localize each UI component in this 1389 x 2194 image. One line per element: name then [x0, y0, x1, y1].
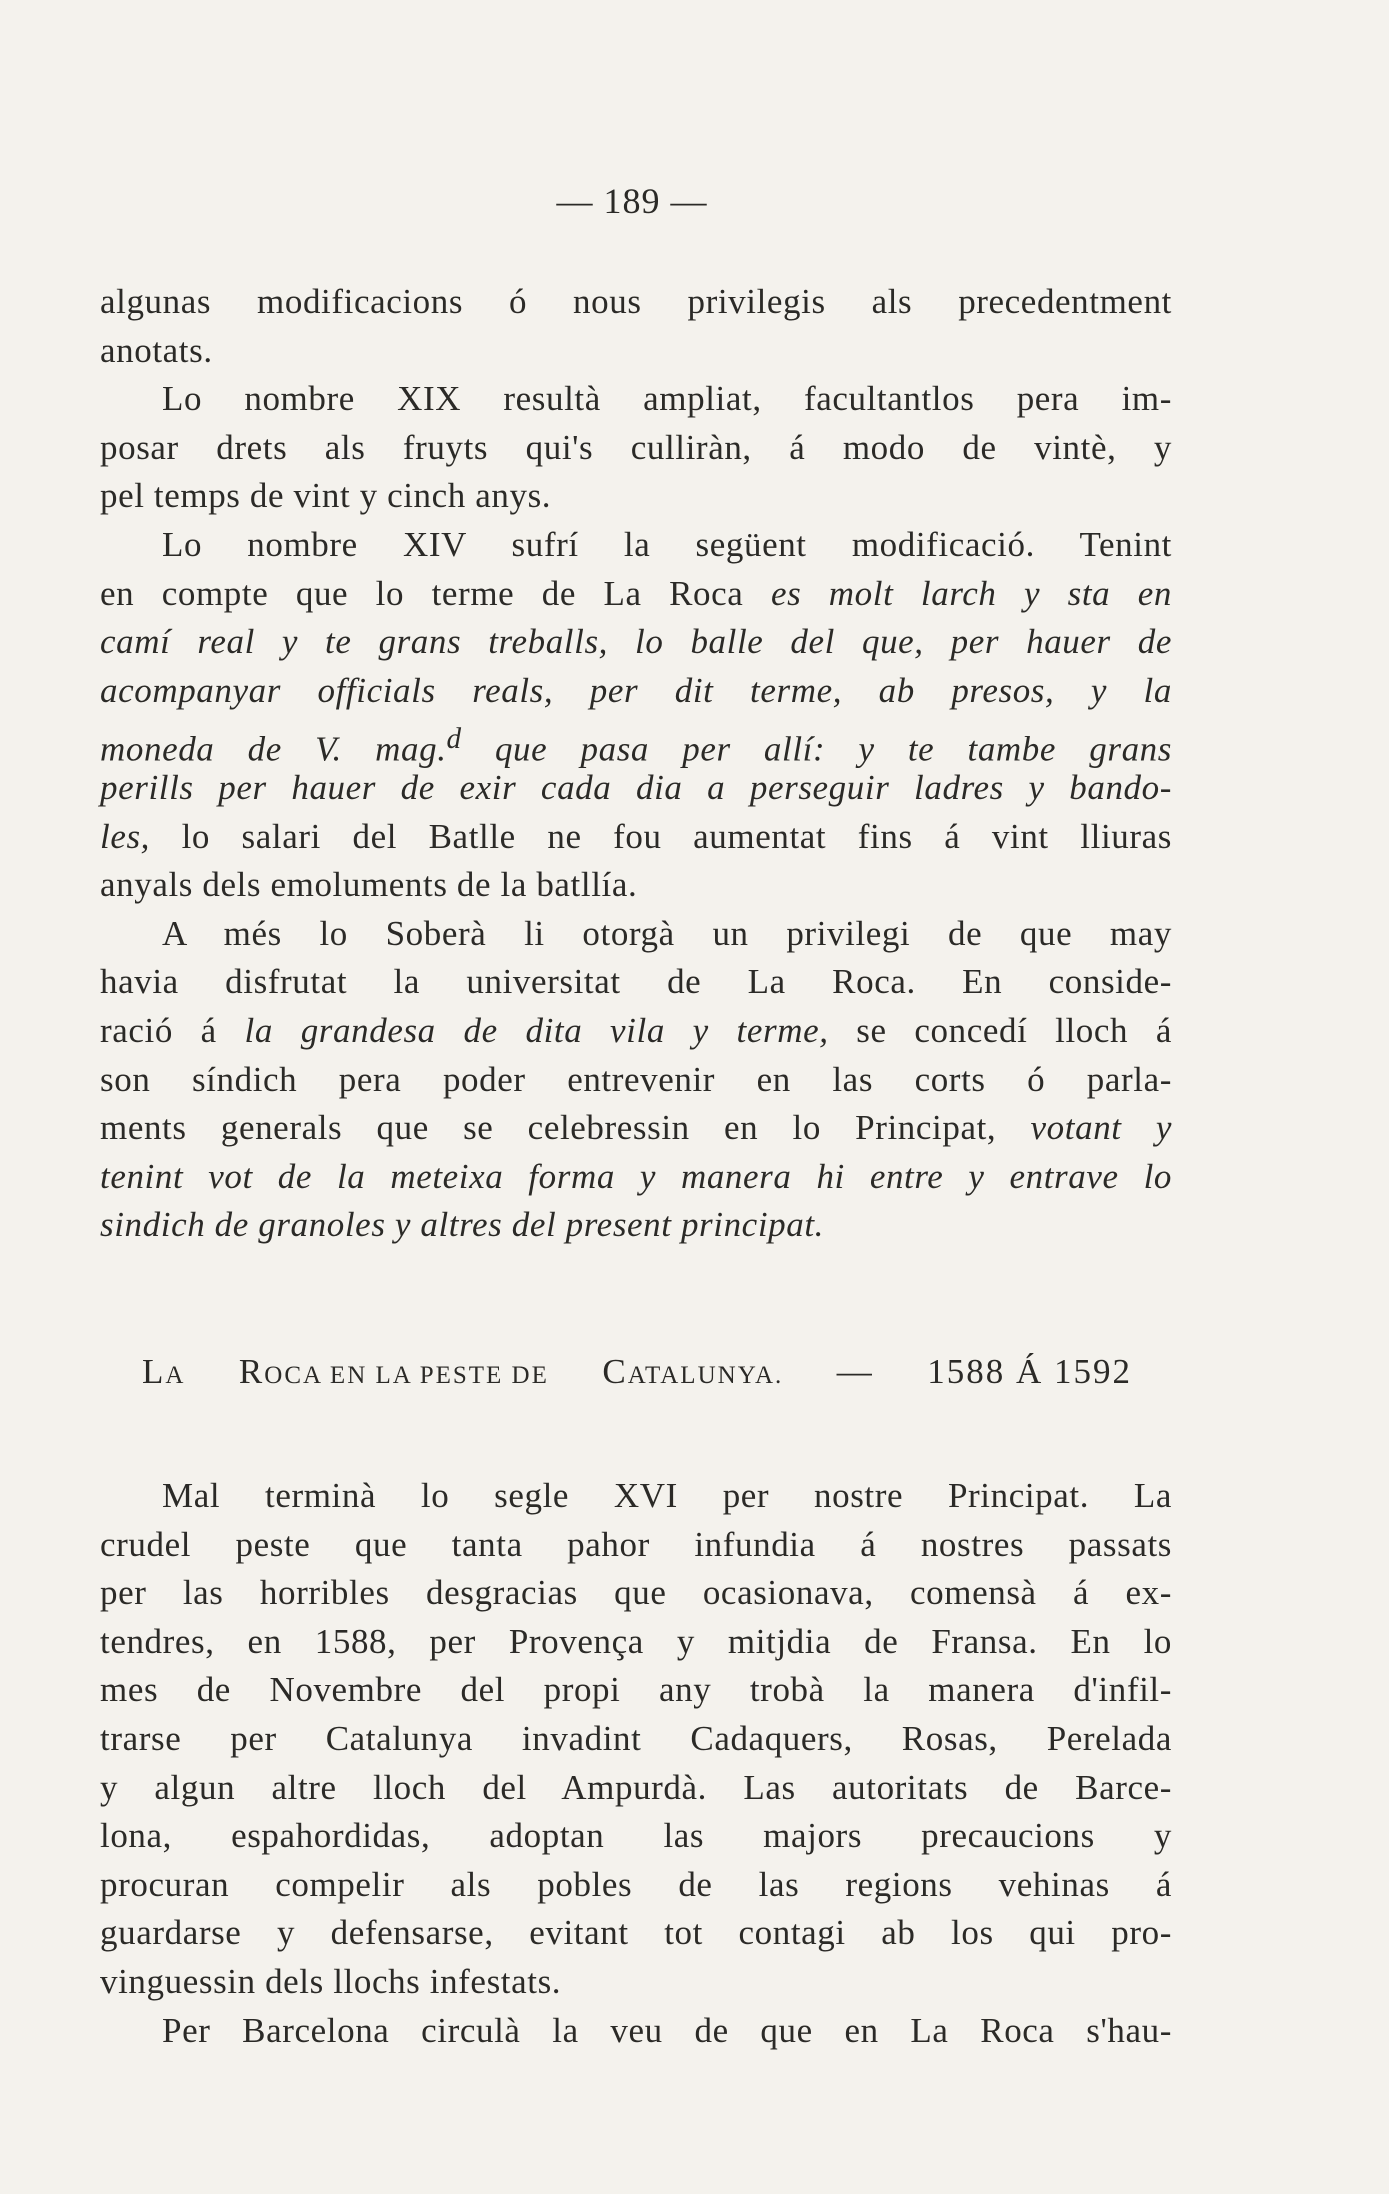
text-run: ments generals que se celebressin en lo Principat,	[100, 1108, 1031, 1148]
text-line: algunas modificacions ó nous privilegis als precedentment	[100, 282, 1172, 321]
italic-quote: es molt larch y sta en	[770, 573, 1173, 613]
section-heading	[142, 1348, 1132, 1400]
text-run: moneda de V. mag.	[100, 730, 447, 769]
superscript: d	[446, 723, 462, 756]
text-line: Mal terminà lo segle XVI per nostre Principat. La	[162, 1476, 1172, 1515]
text-line: Lo nombre XIX resultà ampliat, facultantlos pera im-	[162, 379, 1172, 419]
italic-quote-line: perills per hauer de exir cada dia a perseguir ladres y bando-	[100, 767, 1172, 807]
page-number: — 189 —	[556, 181, 708, 221]
text-line: procuran compelir als pobles de las regions vehinas á	[100, 1864, 1172, 1904]
text-line: tendres, en 1588, per Provença y mitjdia de Fransa. En lo	[100, 1621, 1172, 1661]
text-block-plague	[100, 1472, 1172, 2055]
text-run: en compte que lo terme de La Roca	[100, 573, 771, 613]
text-line: A més lo Soberà li otorgà un privilegi de que may	[162, 913, 1172, 953]
text-line: anyals dels emoluments de la batllía.	[100, 865, 638, 905]
text-line: lona, espahordidas, adoptan las majors precaucions y	[100, 1816, 1172, 1856]
text-run: que pasa per allí: y te tambe grans	[461, 730, 1172, 769]
text-line	[100, 1104, 1172, 1153]
text-line: crudel peste que tanta pahor infundia á nostres passats	[100, 1524, 1172, 1564]
text-line: anotats.	[100, 330, 213, 370]
text-line: y algun altre lloch del Ampurdà. Las autoritats de Barce-	[100, 1767, 1172, 1807]
text-line	[100, 570, 1172, 619]
heading-title-roca: ROCA EN LA PESTE DE	[238, 1352, 549, 1391]
text-line: trarse per Catalunya invadint Cadaquers, Rosas, Perelada	[100, 1718, 1172, 1758]
heading-dates: 1588 Á 1592	[927, 1352, 1132, 1391]
italic-quote: votant y	[1030, 1108, 1172, 1148]
italic-quote-line: tenint vot de la meteixa forma y manera hi entre y entrave lo	[100, 1156, 1172, 1196]
text-line: per las horribles desgracias que ocasionava, comensà á ex-	[100, 1573, 1172, 1613]
text-line: guardarse y defensarse, evitant tot contagi ab los qui pro-	[100, 1913, 1172, 1953]
italic-quote: les,	[100, 816, 151, 856]
heading-title-la: LA	[142, 1352, 186, 1391]
text-block-privileges	[100, 278, 1172, 1250]
text-line: pel temps de vint y cinch anys.	[100, 476, 552, 516]
italic-quote-line	[100, 715, 1172, 769]
text-line	[100, 1007, 1172, 1056]
text-line: Lo nombre XIV sufrí la següent modificació. Tenint	[162, 524, 1172, 564]
text-line: vinguessin dels llochs infestats.	[100, 1961, 562, 2001]
text-run: lo salari del Batlle ne fou aumentat fins á vint lliuras	[150, 816, 1172, 856]
text-line	[100, 813, 1172, 862]
text-line: Per Barcelona circulà la veu de que en La Roca s'hau-	[162, 2010, 1172, 2050]
text-run: se concedí lloch á	[828, 1010, 1172, 1050]
text-line: havia disfrutat la universitat de La Roca. En conside-	[100, 962, 1172, 1002]
italic-quote-line: sindich de granoles y altres del present principat.	[100, 1205, 825, 1245]
text-run: ració á	[100, 1010, 245, 1050]
text-line: son síndich pera poder entrevenir en las corts ó parla-	[100, 1059, 1172, 1099]
heading-title-catalunya: CATALUNYA.	[602, 1352, 784, 1391]
text-line: posar drets als fruyts qui's culliràn, á modo de vintè, y	[100, 427, 1172, 467]
italic-quote-line: acompanyar officials reals, per dit terme, ab presos, y la	[100, 670, 1172, 710]
italic-quote: la grandesa de dita vila y terme,	[244, 1010, 829, 1050]
heading-dash: —	[836, 1352, 874, 1391]
italic-quote-line: camí real y te grans treballs, lo balle del que, per hauer de	[100, 622, 1172, 662]
text-line: mes de Novembre del propi any trobà la manera d'infil-	[100, 1670, 1172, 1710]
